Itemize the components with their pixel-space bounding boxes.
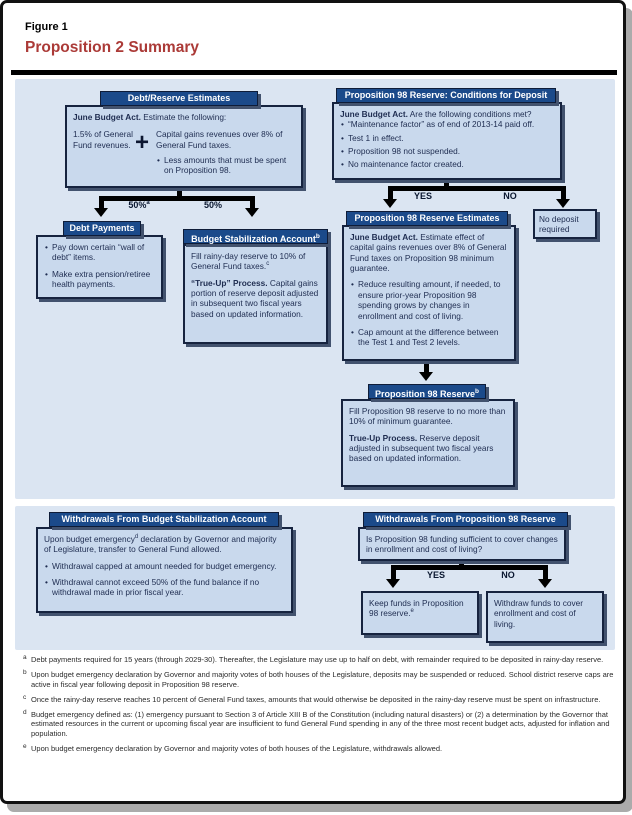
flow-line bbox=[391, 565, 396, 580]
june-budget-act-line: June Budget Act. Estimate effect of capital gains revenues over 8% of General Fund taxes on Proposition 98 minimum guarantee. bbox=[350, 232, 507, 274]
june-budget-act-line: June Budget Act. Are the following conditions met? bbox=[340, 109, 532, 119]
arrow-down-icon bbox=[538, 579, 552, 588]
arrow-down-icon bbox=[556, 199, 570, 208]
footnote-a: a Debt payments required for 15 years (through 2029-30). Thereafter, the Legislature may use up to half on debt, with remainder required to be deposited in rainy-day reserve. bbox=[23, 654, 604, 664]
p98-withdrawals-question-box: Is Proposition 98 funding sufficient to cover changes in enrollment and cost of living? bbox=[358, 527, 566, 561]
budget-stabilization-account-box bbox=[183, 244, 328, 344]
june-budget-act-line: June Budget Act. Estimate the following: bbox=[73, 112, 227, 122]
no-deposit-required-box: No deposit required bbox=[533, 209, 597, 239]
p98-reserve-estimates-box: June Budget Act. Estimate effect of capital gains revenues over 8% of General Fund taxes on Proposition 98 minimum guarantee. • Reduce resulting amount, if needed, to ensure prior-year Proposition 98 spending grows by changes in enrollment and cost of living. • Cap amount at the difference between the Test 1 and Test 2 levels. bbox=[342, 225, 516, 361]
p98-reserve-header: Proposition 98 Reserve$^b$ bbox=[368, 384, 486, 399]
p98-withdrawals-header: Withdrawals From Proposition 98 Reserve bbox=[363, 512, 568, 527]
no-branch-label: NO bbox=[501, 570, 515, 580]
p98-reserve-box: Fill Proposition 98 reserve to no more than 10% of minimum guarantee. True-Up Process. Reserve deposit adjusted in subsequent two fiscal years based on updated information. bbox=[341, 399, 515, 487]
p98-conditions-box: June Budget Act. Are the following conditions met? • “Maintenance factor” as of end of 2013-14 paid off. • Test 1 in effect. • Proposition 98 not suspended. • No maintenance factor created. bbox=[332, 102, 562, 180]
arrow-down-icon bbox=[383, 199, 397, 208]
withdraw-funds-box: Withdraw funds to cover enrollment and cost of living. bbox=[486, 591, 604, 643]
yes-branch-label: YES bbox=[426, 570, 445, 580]
footnotes bbox=[23, 655, 615, 759]
arrow-down-icon bbox=[245, 208, 259, 217]
bsa-withdrawals-header: Withdrawals From Budget Stabilization Account bbox=[49, 512, 279, 527]
yes-branch-label: YES bbox=[413, 191, 432, 201]
footnote-d: d Budget emergency defined as: (1) emergency pursuant to Section 3 of Article XIII B of the Constitution (including natural disasters) or (2) a determination by the Governor that estimated resources in the current or upcoming fiscal year are insufficient to fund General Fund spending in any of the three most recent budget acts, adjusted for inflation and population. bbox=[23, 708, 610, 739]
formula-left-operand: 1.5% of General Fund revenues. bbox=[73, 129, 133, 150]
branch-label-50a: 50%$^a$ bbox=[128, 200, 150, 210]
rainy-day-line: Fill rainy-day reserve to 10% of General Fund taxes.$^c$ bbox=[191, 251, 306, 272]
arrow-down-icon bbox=[386, 579, 400, 588]
figure-label: Figure 1 bbox=[25, 21, 68, 33]
arrow-down-icon bbox=[94, 208, 108, 217]
emergency-line: Upon budget emergency$^d$ declaration by Governor and majority of Legislature, transfer to General Fund allowed. bbox=[44, 534, 277, 555]
p98-conditions-header: Proposition 98 Reserve: Conditions for Deposit bbox=[336, 88, 556, 103]
keep-funds-box: Keep funds in Proposition 98 reserve.$^e$ bbox=[361, 591, 479, 635]
debt-payments-box: • Pay down certain “wall of debt” items. • Make extra pension/retiree health payments. bbox=[36, 235, 163, 299]
flow-line bbox=[388, 186, 393, 200]
debt-reserve-estimates-header: Debt/Reserve Estimates bbox=[100, 91, 258, 106]
debt-reserve-estimates-box bbox=[65, 105, 303, 188]
branch-label-50: 50% bbox=[203, 200, 222, 210]
footnote-e: e Upon budget emergency declaration by Governor and majority votes of both houses of the Legislature, withdrawals allowed. bbox=[23, 743, 443, 754]
no-branch-label: NO bbox=[503, 191, 517, 201]
true-up-line: “True-Up” Process. Capital gains portion of reserve deposit adjusted in subsequent two fiscal years based on updated information. bbox=[191, 277, 319, 319]
plus-sign: + bbox=[135, 129, 150, 157]
budget-stabilization-account-header: Budget Stabilization Account$^b$ bbox=[183, 229, 328, 244]
flow-line bbox=[543, 565, 548, 580]
p98-reserve-estimates-header: Proposition 98 Reserve Estimates bbox=[346, 211, 508, 226]
arrow-down-icon bbox=[419, 372, 433, 381]
bsa-withdrawals-box: Upon budget emergency$^d$ declaration by Governor and majority of Legislature, transfer to General Fund allowed. • Withdrawal capped at amount needed for budget emergency. • Withdrawal cannot exceed 50% of the fund balance if no withdrawal made in prior fiscal year. bbox=[36, 527, 293, 613]
estimate-formula bbox=[73, 129, 295, 175]
footnote-b: b Upon budget emergency declaration by Governor and majority votes of both houses of the Legislature, deposits may be suspended or reduced. School district reserve caps are active in fiscal year following deposit in Proposition 98 reserve. bbox=[23, 668, 614, 689]
true-up-line: True-Up Process. Reserve deposit adjusted in subsequent two fiscal years based on updated information. bbox=[349, 432, 494, 464]
debt-payments-header: Debt Payments bbox=[63, 221, 141, 236]
footnote-c: c Once the rainy-day reserve reaches 10 percent of General Fund taxes, amounts that would otherwise be deposited in the rainy-day reserve must be spent on infrastructure. bbox=[23, 693, 601, 704]
page-title: Proposition 2 Summary bbox=[25, 39, 199, 56]
title-rule bbox=[11, 70, 617, 75]
flow-line bbox=[561, 186, 566, 200]
formula-right-operand: Capital gains revenues over 8% of General Fund taxes. • Less amounts that must be spent on Proposition 98. bbox=[156, 129, 295, 175]
